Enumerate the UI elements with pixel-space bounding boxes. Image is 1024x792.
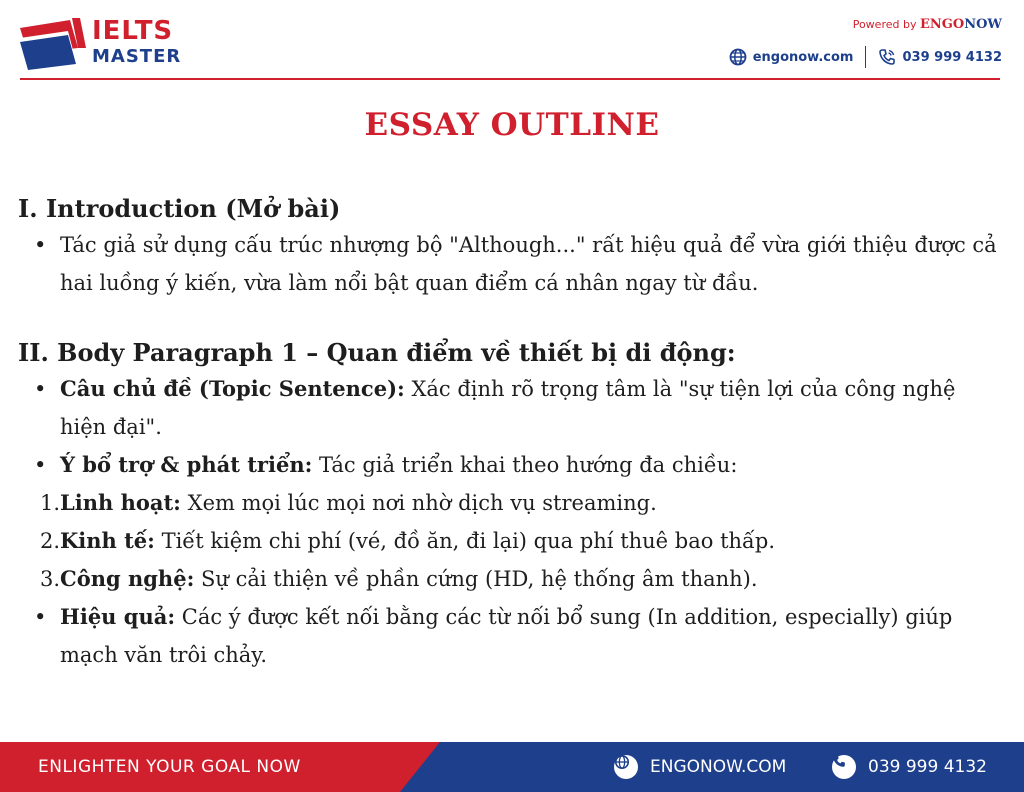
- item-label: Câu chủ đề (Topic Sentence):: [60, 376, 405, 401]
- number-marker: 2.: [40, 529, 61, 553]
- bullet-marker: •: [34, 377, 47, 401]
- footer-website-label: ENGONOW.COM: [650, 757, 787, 777]
- outline-item: [18, 598, 1008, 674]
- item-text: Sự cải thiện về phần cứng (HD, hệ thống âm thanh).: [194, 567, 758, 591]
- item-text: Tiết kiệm chi phí (vé, đồ ăn, đi lại) qua phí thuê bao thấp.: [154, 529, 776, 553]
- numbered-item: [18, 484, 1008, 522]
- item-text: Xác định rõ trọng tâm là "sự tiện lợi của công nghệ hiện đại".: [60, 377, 956, 439]
- item-label: Kinh tế:: [60, 528, 155, 553]
- engonow-brand-part-2: NOW: [964, 17, 1002, 32]
- powered-by-label: Powered by: [852, 18, 920, 31]
- header-phone-link[interactable]: 039 999 4132: [902, 49, 1002, 65]
- section-heading-body-paragraph-1: II. Body Paragraph 1 – Quan điểm về thiết bị di động:: [18, 338, 736, 367]
- item-text: Tác giả sử dụng cấu trúc nhượng bộ "Although..." rất hiệu quả để vừa giới thiệu được cả hai luồng ý kiến, vừa làm nổi bật quan điểm cá nhân ngay từ đầu.: [60, 233, 997, 295]
- contact-divider: [865, 46, 866, 68]
- outline-item: [18, 226, 1008, 302]
- header: [0, 0, 1024, 80]
- bullet-marker: •: [34, 605, 47, 629]
- phone-icon: [832, 755, 856, 779]
- section-heading-introduction: I. Introduction (Mở bài): [18, 194, 341, 223]
- section-spacer: [18, 302, 1008, 336]
- footer-tagline: ENLIGHTEN YOUR GOAL NOW: [38, 757, 301, 777]
- header-divider: [20, 78, 1000, 80]
- footer-bar: [0, 742, 1024, 792]
- footer-website[interactable]: [614, 754, 786, 780]
- number-marker: 3.: [40, 567, 61, 591]
- page-title: ESSAY OUTLINE: [364, 107, 660, 143]
- item-text: Các ý được kết nối bằng các từ nối bổ sung (In addition, especially) giúp mạch văn trôi chảy.: [60, 605, 953, 667]
- item-label: Linh hoạt:: [60, 490, 181, 515]
- globe-icon: [729, 48, 747, 66]
- numbered-item: [18, 560, 1008, 598]
- item-label: Ý bổ trợ & phát triển:: [60, 452, 313, 477]
- numbered-item: [18, 522, 1008, 560]
- header-contact: [729, 45, 1002, 69]
- ielts-master-logo[interactable]: [20, 14, 190, 72]
- logo-text-ielts: IELTS: [92, 16, 174, 46]
- outline-item: [18, 370, 1008, 446]
- item-label: Hiệu quả:: [60, 604, 176, 629]
- engonow-brand-part-1: ENGO: [919, 17, 965, 32]
- phone-icon: [878, 48, 896, 66]
- bullet-marker: •: [34, 453, 47, 477]
- footer-phone-label: 039 999 4132: [868, 757, 987, 777]
- bullet-marker: •: [34, 233, 47, 257]
- item-text: Xem mọi lúc mọi nơi nhờ dịch vụ streaming.: [180, 491, 657, 515]
- footer-phone[interactable]: [832, 754, 987, 780]
- item-label: Công nghệ:: [60, 566, 195, 591]
- outline-content: [18, 192, 1008, 674]
- logo-mark-icon: [20, 14, 90, 72]
- item-text: Tác giả triển khai theo hướng đa chiều:: [312, 453, 738, 477]
- powered-by-engonow: [853, 17, 1002, 33]
- logo-text-master: MASTER: [92, 46, 182, 67]
- outline-item: [18, 446, 1008, 484]
- number-marker: 1.: [40, 491, 61, 515]
- globe-icon: [614, 755, 638, 779]
- header-website-link[interactable]: engonow.com: [752, 49, 854, 65]
